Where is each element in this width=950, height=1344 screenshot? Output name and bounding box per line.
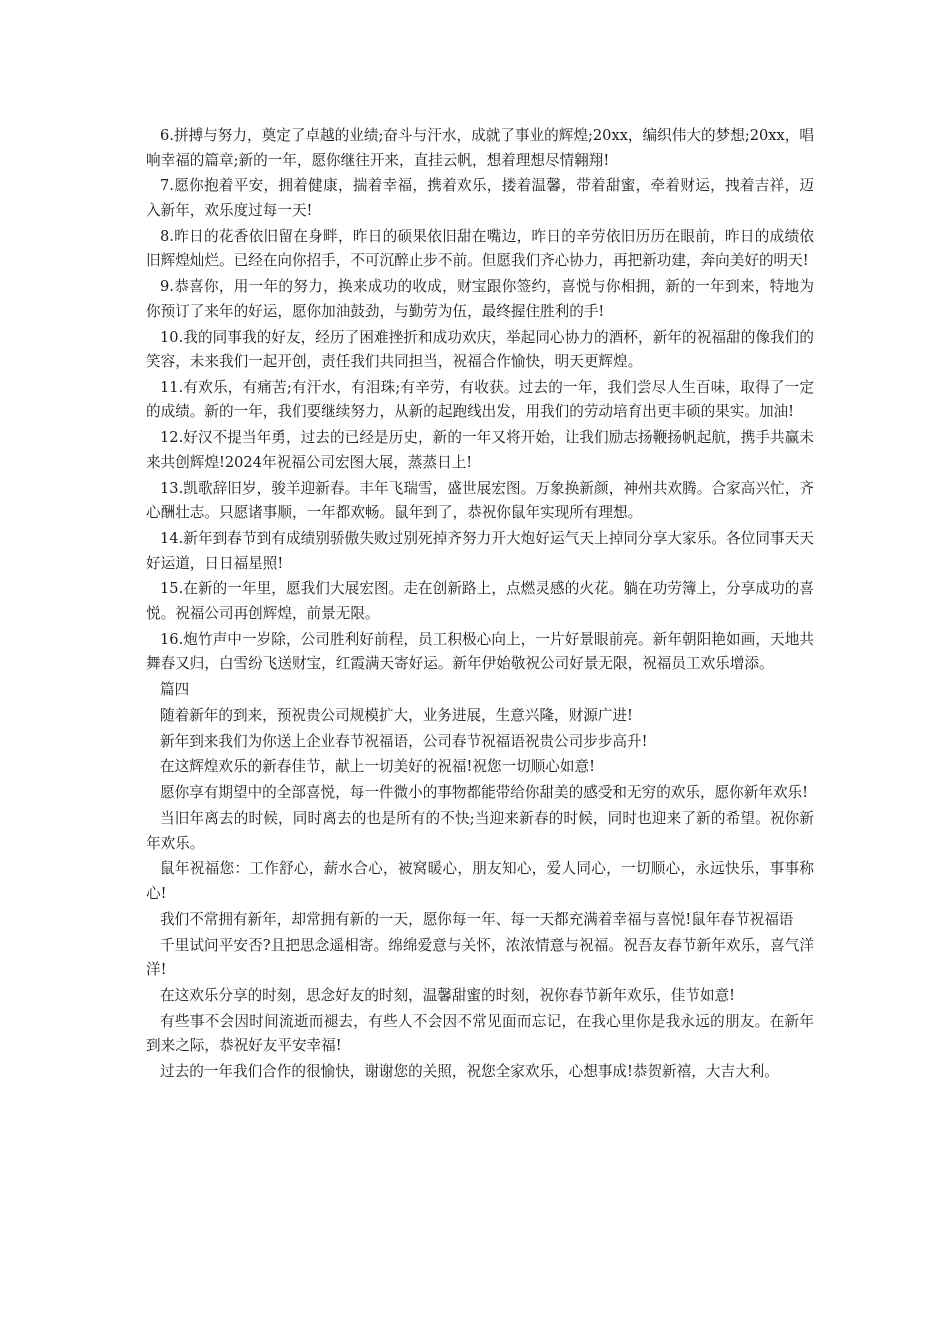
greeting-paragraph: 当旧年离去的时候，同时离去的也是所有的不快;当迎来新春的时候，同时也迎来了新的希望。祝你新年欢乐。 [146, 810, 814, 852]
greeting-paragraph: 愿你享有期望中的全部喜悦，每一件微小的事物都能带给你甜美的感受和无穷的欢乐，愿你新年欢乐! [160, 784, 808, 802]
paragraph-8: 8.昨日的花香依旧留在身畔，昨日的硕果依旧甜在嘴边，昨日的辛劳依旧历历在眼前，昨日的成绩依旧辉煌灿烂。已经在向你招手，不可沉醉止步不前。但愿我们齐心协力，再把新功建，奔向美好的明天! [146, 227, 814, 270]
paragraph-12: 12.好汉不提当年勇，过去的已经是历史，新的一年又将开始，让我们励志扬鞭扬帆起航，携手共赢未来共创辉煌!2024年祝福公司宏图大展，蒸蒸日上! [146, 429, 814, 471]
greeting-paragraph: 我们不常拥有新年，却常拥有新的一天，愿你每一年、每一天都充满着幸福与喜悦!鼠年春节祝福语 [160, 910, 794, 928]
greeting-paragraph: 千里试问平安否?且把思念遥相寄。绵绵爱意与关怀，浓浓情意与祝福。祝吾友春节新年欢乐，喜气洋洋! [146, 936, 814, 979]
greeting-paragraph: 在这欢乐分享的时刻，思念好友的时刻，温馨甜蜜的时刻，祝你春节新年欢乐，佳节如意! [160, 986, 736, 1004]
greeting-paragraph: 随着新年的到来，预祝贵公司规模扩大，业务进展，生意兴隆，财源广进! [160, 706, 633, 724]
paragraph-9: 9.恭喜你，用一年的努力，换来成功的收成，财宝跟你签约，喜悦与你相拥，新的一年到来，特地为你预订了来年的好运，愿你加油鼓劲，与勤劳为伍，最终握住胜利的手! [146, 278, 814, 320]
paragraph-11: 11.有欢乐，有痛苦;有汗水，有泪珠;有辛劳，有收获。过去的一年，我们尝尽人生百味，取得了一定的成绩。新的一年，我们要继续努力，从新的起跑线出发，用我们的劳动培育出更丰硕的果实。加油! [146, 378, 814, 421]
greeting-paragraph: 过去的一年我们合作的很愉快，谢谢您的关照，祝您全家欢乐，心想事成!恭贺新禧，大吉大利。 [160, 1063, 779, 1081]
paragraph-13: 13.凯歌辞旧岁，骏羊迎新春。丰年飞瑞雪，盛世展宏图。万象换新颜，神州共欢腾。合家高兴忙，齐心酬壮志。只愿诸事顺，一年都欢畅。鼠年到了，恭祝你鼠年实现所有理想。 [146, 479, 814, 522]
paragraph-16: 16.炮竹声中一岁除，公司胜利好前程，员工积极心向上，一片好景眼前亮。新年朝阳艳如画，天地共舞春又归，白雪纷飞送财宝，红霞满天寄好运。新年伊始敬祝公司好景无限，祝福员工欢乐增添。 [146, 630, 814, 673]
greeting-paragraph: 在这辉煌欢乐的新春佳节，献上一切美好的祝福!祝您一切顺心如意! [160, 758, 595, 776]
section-heading: 篇四 [160, 681, 190, 699]
greeting-paragraph: 新年到来我们为你送上企业春节祝福语，公司春节祝福语祝贵公司步步高升! [160, 732, 648, 750]
paragraph-6: 6.拼搏与努力，奠定了卓越的业绩;奋斗与汗水，成就了事业的辉煌;20xx，编织伟大的梦想;20xx，唱响幸福的篇章;新的一年，愿你继往开来，直挂云帆，想着理想尽情翱翔! [146, 127, 814, 169]
greeting-paragraph: 鼠年祝福您：工作舒心，薪水合心，被窝暖心，朋友知心，爱人同心，一切顺心，永远快乐，事事称心! [146, 860, 814, 902]
greeting-paragraph: 有些事不会因时间流逝而褪去，有些人不会因不常见面而忘记，在我心里你是我永远的朋友。在新年到来之际，恭祝好友平安幸福! [146, 1012, 814, 1055]
paragraph-7: 7.愿你抱着平安，拥着健康，揣着幸福，携着欢乐，搂着温馨，带着甜蜜，牵着财运，拽着吉祥，迈入新年，欢乐度过每一天! [146, 177, 814, 219]
paragraph-14: 14.新年到春节到有成绩别骄傲失败过别死掉齐努力开大炮好运气天上掉同分享大家乐。各位同事天天好运道，日日福星照! [146, 530, 814, 572]
paragraph-10: 10.我的同事我的好友，经历了困难挫折和成功欢庆，举起同心协力的酒杯，新年的祝福甜的像我们的笑容，未来我们一起开创，责任我们共同担当，祝福合作愉快，明天更辉煌。 [146, 328, 814, 371]
document-body [146, 124, 814, 1086]
paragraph-15: 15.在新的一年里，愿我们大展宏图。走在创新路上，点燃灵感的火花。躺在功劳簿上，分享成功的喜悦。祝福公司再创辉煌，前景无限。 [146, 580, 814, 622]
